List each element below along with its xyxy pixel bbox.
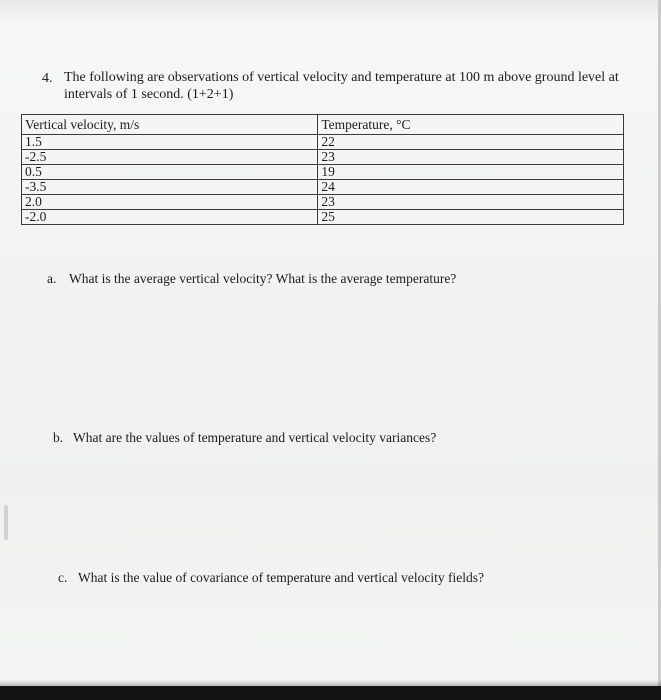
table-row: [22, 135, 624, 150]
header-temperature: Temperature, °C: [318, 115, 624, 135]
observations-table: [21, 114, 624, 225]
header-vertical-velocity: Vertical velocity, m/s: [22, 115, 318, 135]
velocity-cell: -2.0: [22, 210, 318, 225]
question-number: 4.: [42, 71, 53, 86]
scroll-handle: [4, 505, 8, 540]
top-edge: [0, 0, 661, 20]
part-c-text: What is the value of covariance of temperature and vertical velocity fields?: [78, 570, 484, 585]
part-b-text: What are the values of temperature and vertical velocity variances?: [73, 430, 437, 445]
temperature-cell: 23: [318, 150, 624, 165]
part-b: [53, 430, 436, 446]
velocity-cell: -2.5: [22, 150, 318, 165]
part-a: [47, 271, 456, 287]
velocity-cell: 0.5: [22, 165, 318, 180]
velocity-cell: 1.5: [22, 135, 318, 150]
temperature-cell: 25: [318, 210, 624, 225]
screen-bezel: [0, 686, 661, 700]
part-a-label: a.: [47, 271, 57, 286]
part-c-label: c.: [58, 570, 68, 585]
table-row: [22, 195, 624, 210]
table-header-row: [22, 115, 624, 135]
temperature-cell: 19: [318, 165, 624, 180]
part-c: [58, 570, 484, 586]
part-a-text: What is the average vertical velocity? What is the average temperature?: [69, 271, 457, 286]
table-row: [22, 165, 624, 180]
part-b-label: b.: [53, 430, 64, 445]
temperature-cell: 22: [318, 135, 624, 150]
temperature-cell: 24: [318, 180, 624, 195]
table-row: [22, 180, 624, 195]
temperature-cell: 23: [318, 195, 624, 210]
question-text: The following are observations of vertical velocity and temperature at 100 m above ground level at intervals of 1 second. (1+2+1): [64, 70, 619, 102]
velocity-cell: 2.0: [22, 195, 318, 210]
table-row: [22, 210, 624, 225]
velocity-cell: -3.5: [22, 180, 318, 195]
table-row: [22, 150, 624, 165]
